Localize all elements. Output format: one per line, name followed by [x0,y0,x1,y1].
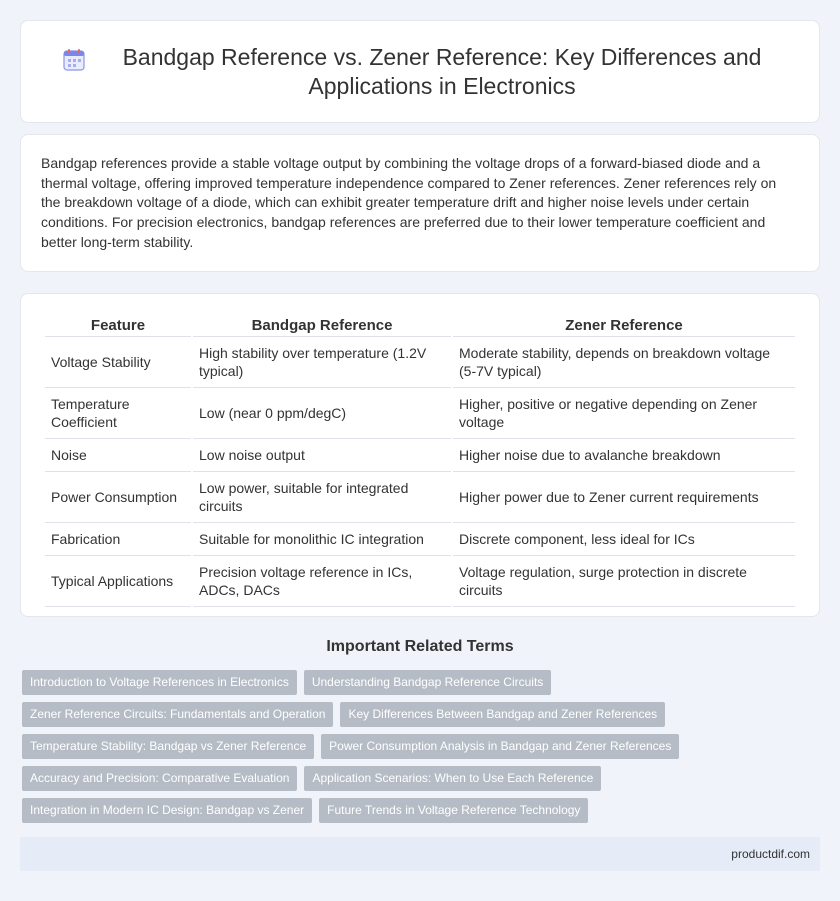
bandgap-cell: Precision voltage reference in ICs, ADCs, DACs [193,556,451,607]
related-term-tag[interactable]: Key Differences Between Bandgap and Zener References [340,702,665,727]
table-row [45,337,795,388]
feature-cell: Temperature Coefficient [45,388,191,439]
related-term-tag[interactable]: Introduction to Voltage References in Electronics [22,670,297,695]
footer-site-name: productdif.com [731,847,810,861]
calendar-icon [61,47,87,73]
related-term-tag[interactable]: Temperature Stability: Bandgap vs Zener Reference [22,734,314,759]
bandgap-cell: Low (near 0 ppm/degC) [193,388,451,439]
header-zener: Zener Reference [453,312,795,337]
related-terms-heading: Important Related Terms [326,638,514,655]
bandgap-cell: Low power, suitable for integrated circuits [193,472,451,523]
header-card [20,20,820,123]
feature-cell: Noise [45,439,191,472]
related-terms-tags [22,670,822,830]
intro-paragraph: Bandgap references provide a stable voltage output by combining the voltage drops of a forward-biased diode and a thermal voltage, offering improved temperature independence compared to Zener references. Zener references rely on the breakdown voltage of a diode, which can exhibit greater temperature drift and higher noise levels under certain conditions. For precision electronics, bandgap references are preferred due to their lower temperature coefficient and better long-term stability. [41,155,777,250]
zener-cell: Higher noise due to avalanche breakdown [453,439,795,472]
zener-cell: Voltage regulation, surge protection in discrete circuits [453,556,795,607]
tag-row [22,670,822,696]
tag-row [22,734,822,760]
related-term-tag[interactable]: Application Scenarios: When to Use Each Reference [304,766,601,791]
bandgap-cell: Low noise output [193,439,451,472]
comparison-table-card [20,293,820,617]
bandgap-cell: Suitable for monolithic IC integration [193,523,451,556]
related-term-tag[interactable]: Understanding Bandgap Reference Circuits [304,670,551,695]
table-row [45,523,795,556]
tag-row [22,798,822,824]
table-row [45,388,795,439]
tag-row [22,702,822,728]
related-term-tag[interactable]: Integration in Modern IC Design: Bandgap vs Zener [22,798,312,823]
zener-cell: Discrete component, less ideal for ICs [453,523,795,556]
zener-cell: Higher power due to Zener current requirements [453,472,795,523]
table-row [45,556,795,607]
feature-cell: Fabrication [45,523,191,556]
zener-cell: Higher, positive or negative depending on Zener voltage [453,388,795,439]
page-title: Bandgap Reference vs. Zener Reference: Key Differences and Applications in Electronics [122,43,762,99]
table-row [45,439,795,472]
table-header-row [45,312,795,337]
tag-row [22,766,822,792]
header-feature: Feature [45,312,191,337]
related-term-tag[interactable]: Future Trends in Voltage Reference Technology [319,798,588,823]
comparison-table [43,312,797,607]
zener-cell: Moderate stability, depends on breakdown voltage (5-7V typical) [453,337,795,388]
related-term-tag[interactable]: Zener Reference Circuits: Fundamentals and Operation [22,702,333,727]
bandgap-cell: High stability over temperature (1.2V typical) [193,337,451,388]
feature-cell: Typical Applications [45,556,191,607]
intro-card [20,134,820,272]
feature-cell: Power Consumption [45,472,191,523]
related-term-tag[interactable]: Power Consumption Analysis in Bandgap and Zener References [321,734,679,759]
footer [20,837,820,871]
related-term-tag[interactable]: Accuracy and Precision: Comparative Evaluation [22,766,297,791]
header-bandgap: Bandgap Reference [193,312,451,337]
table-row [45,472,795,523]
feature-cell: Voltage Stability [45,337,191,388]
